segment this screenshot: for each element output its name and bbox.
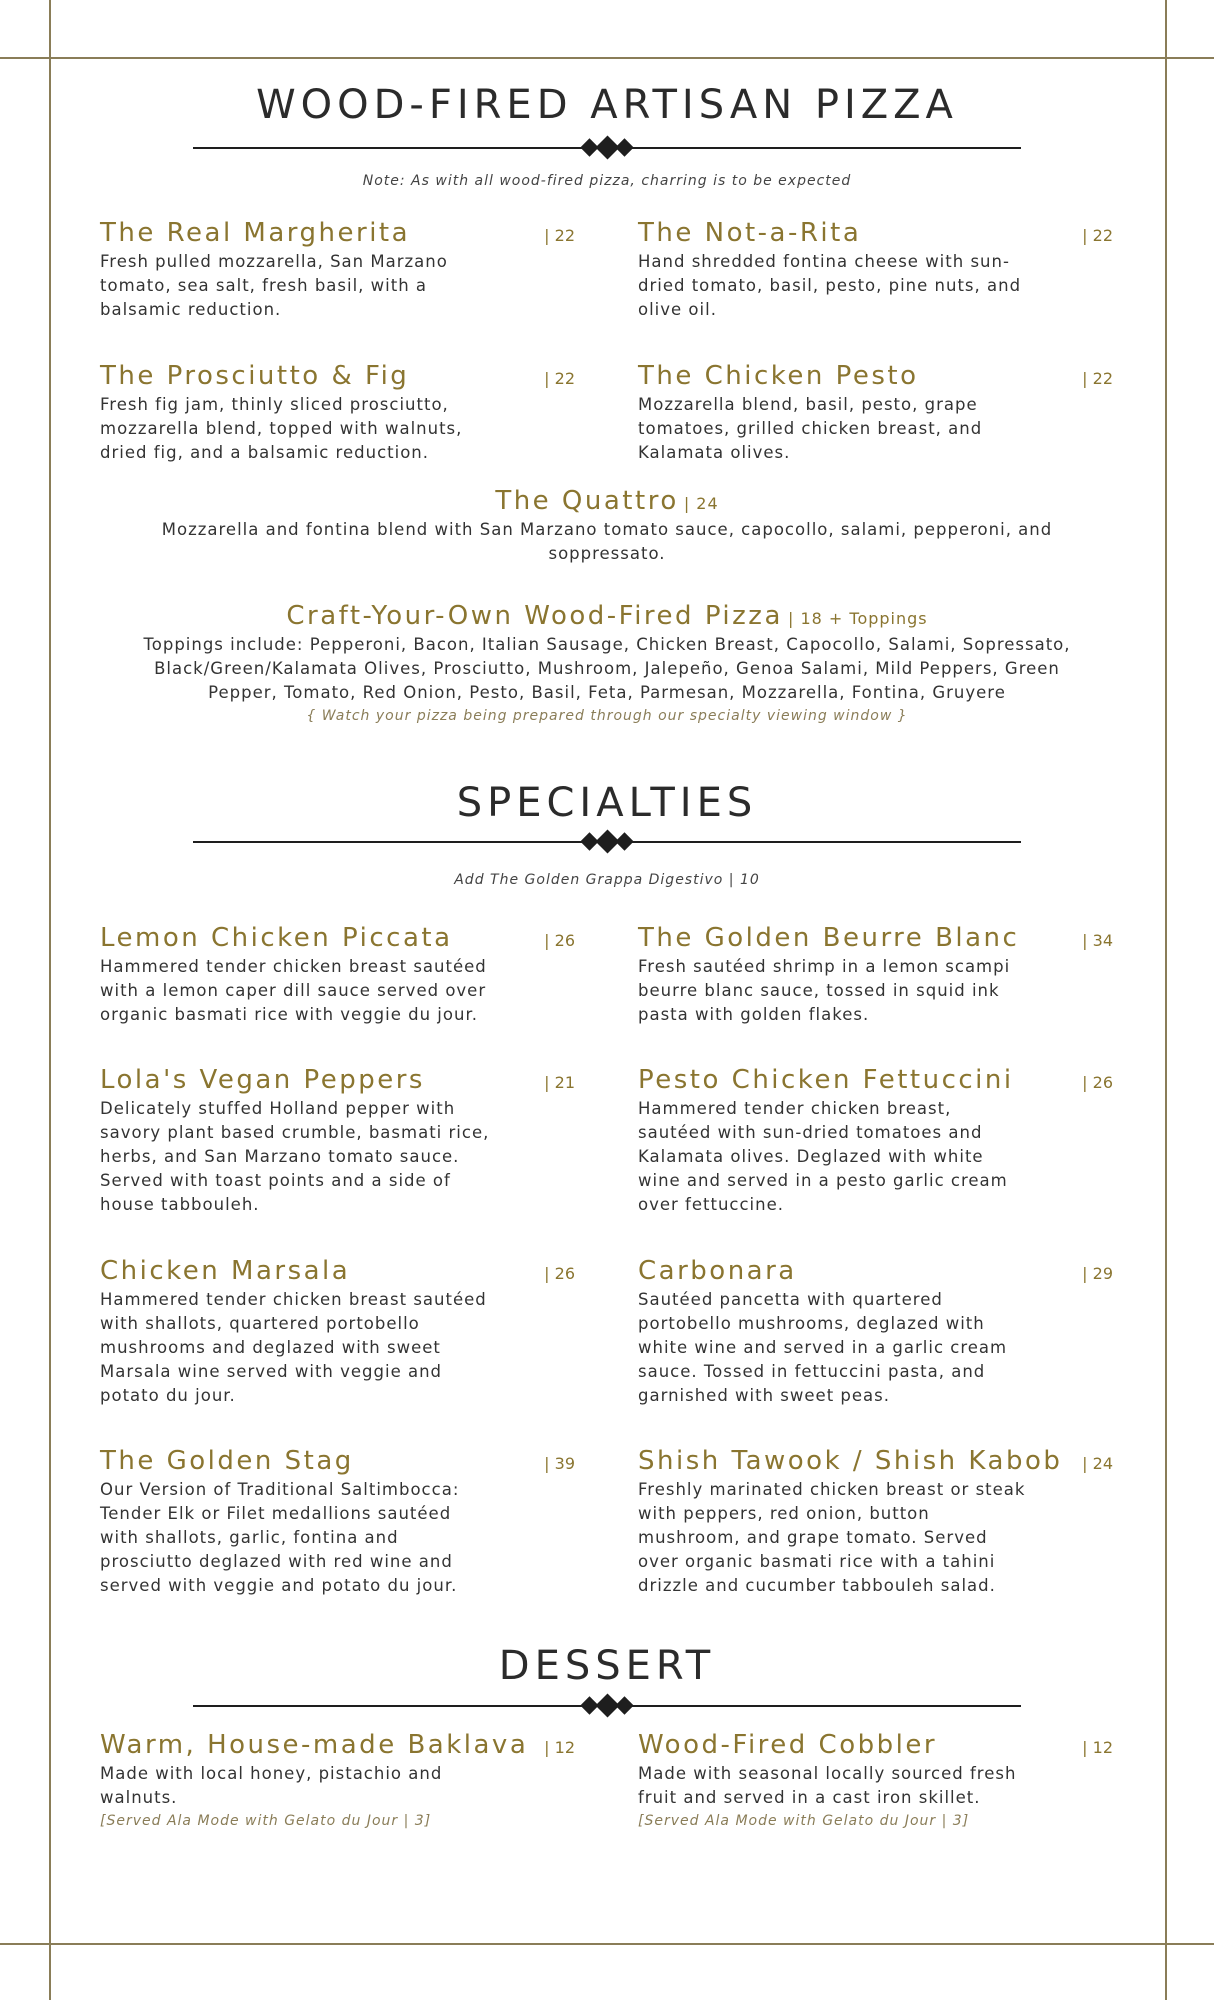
menu-item [638, 923, 1113, 1027]
item-description: Fresh sautéed shrimp in a lemon scampi beurre blanc sauce, tossed in squid ink pasta with golden flakes. [638, 957, 1011, 1024]
craft-your-own-item [130, 601, 1084, 727]
menu-item [638, 1730, 1113, 1832]
item-description: Delicately stuffed Holland pepper with savory plant based crumble, basmati rice, herbs, and San Marzano tomato sauce. Served with toast points and a side of house tabbouleh. [100, 1099, 490, 1214]
dessert-section-title: DESSERT [498, 1643, 716, 1689]
section-divider [193, 136, 1021, 160]
item-price: | 39 [544, 1454, 575, 1473]
toppings-list: Toppings include: Pepperoni, Bacon, Italian Sausage, Chicken Breast, Capocollo, Salami, Sopressato, Black/Green/Kalamata Olives, Prosciutto, Mushroom, Jalepeño, Genoa Salami, Mild Peppers, Green Pepper, Tomato, Red Onion, Pesto, Basil, Feta, Parmesan, Mozzarella, Fontina, Gruyere [143, 635, 1071, 702]
menu-item [638, 1446, 1113, 1598]
menu-item [100, 923, 575, 1027]
frame-line-bottom [0, 1943, 1214, 1945]
item-price: | 24 [683, 494, 719, 513]
section-divider [193, 830, 1021, 854]
item-name: The Golden Stag [100, 1446, 354, 1476]
menu-item [100, 361, 575, 465]
item-name: Shish Tawook / Shish Kabob [638, 1446, 1063, 1476]
item-name: Carbonara [638, 1256, 797, 1286]
item-price: | 26 [544, 931, 575, 950]
specialties-section-title: SPECIALTIES [456, 780, 758, 826]
item-name: The Golden Beurre Blanc [638, 923, 1020, 953]
item-description: Fresh pulled mozzarella, San Marzano tomato, sea salt, fresh basil, with a balsamic reduction. [100, 252, 448, 319]
item-name: The Not-a-Rita [638, 218, 862, 248]
item-price: | 22 [1082, 369, 1113, 388]
item-price: | 22 [544, 369, 575, 388]
item-description: Made with local honey, pistachio and walnuts. [100, 1764, 443, 1807]
item-name: The Quattro [495, 486, 679, 516]
frame-line-right [1165, 0, 1167, 2000]
item-name: The Prosciutto & Fig [100, 361, 410, 391]
item-name: Lemon Chicken Piccata [100, 923, 453, 953]
item-name: Craft-Your-Own Wood-Fired Pizza [286, 601, 783, 631]
item-description: Our Version of Traditional Saltimbocca: Tender Elk or Filet medallions sautéed with shallots, garlic, fontina and prosciutto deglazed with red wine and served with veggie and potato du jour. [100, 1480, 460, 1595]
item-price: | 18 + Toppings [787, 609, 928, 628]
item-name: Wood-Fired Cobbler [638, 1730, 938, 1760]
item-description: Fresh fig jam, thinly sliced prosciutto, mozzarella blend, topped with walnuts, dried fig, and a balsamic reduction. [100, 395, 463, 462]
menu-item [100, 1730, 575, 1832]
item-description: Hand shredded fontina cheese with sun-dried tomato, basil, pesto, pine nuts, and olive oil. [638, 252, 1022, 319]
item-price: | 22 [544, 226, 575, 245]
quattro-item [130, 486, 1084, 566]
item-name: Chicken Marsala [100, 1256, 351, 1286]
frame-line-left [49, 0, 51, 2000]
pizza-section-title: WOOD-FIRED ARTISAN PIZZA [256, 82, 958, 128]
item-description: Hammered tender chicken breast, sautéed with sun-dried tomatoes and Kalamata olives. Deglazed with white wine and served in a pesto garlic cream over fettuccine. [638, 1099, 1008, 1214]
ala-mode-note: [Served Ala Mode with Gelato du Jour | 3] [100, 1813, 432, 1829]
menu-item [100, 218, 575, 322]
item-name: Pesto Chicken Fettuccini [638, 1065, 1014, 1095]
item-name: The Chicken Pesto [638, 361, 919, 391]
menu-item [638, 361, 1113, 465]
specialties-note: Add The Golden Grappa Digestivo | 10 [454, 872, 760, 888]
frame-line-top [0, 57, 1214, 59]
item-price: | 34 [1082, 931, 1113, 950]
item-price: | 12 [1082, 1738, 1113, 1757]
menu-item [638, 1065, 1113, 1217]
viewing-window-note: { Watch your pizza being prepared through our specialty viewing window } [306, 708, 908, 724]
item-description: Mozzarella blend, basil, pesto, grape tomatoes, grilled chicken breast, and Kalamata olives. [638, 395, 983, 462]
item-description: Made with seasonal locally sourced fresh fruit and served in a cast iron skillet. [638, 1764, 1017, 1807]
menu-item [100, 1446, 575, 1598]
ala-mode-note: [Served Ala Mode with Gelato du Jour | 3] [638, 1813, 970, 1829]
item-price: | 22 [1082, 226, 1113, 245]
item-name: Lola's Vegan Peppers [100, 1065, 425, 1095]
item-name: The Real Margherita [100, 218, 411, 248]
item-price: | 29 [1082, 1264, 1113, 1283]
item-price: | 26 [1082, 1073, 1113, 1092]
item-name: Warm, House-made Baklava [100, 1730, 529, 1760]
item-description: Hammered tender chicken breast sautéed with shallots, quartered portobello mushrooms and deglazed with sweet Marsala wine served with veggie and potato du jour. [100, 1290, 487, 1405]
section-divider [193, 1694, 1021, 1718]
item-description: Sautéed pancetta with quartered portobello mushrooms, deglazed with white wine and served in a garlic cream sauce. Tossed in fettuccini pasta, and garnished with sweet peas. [638, 1290, 1008, 1405]
menu-item [638, 1256, 1113, 1408]
item-description: Hammered tender chicken breast sautéed with a lemon caper dill sauce served over organic basmati rice with veggie du jour. [100, 957, 487, 1024]
menu-item [100, 1065, 575, 1217]
item-price: | 24 [1082, 1454, 1113, 1473]
item-description: Mozzarella and fontina blend with San Marzano tomato sauce, capocollo, salami, pepperoni, and soppressato. [161, 520, 1053, 563]
menu-item [100, 1256, 575, 1408]
menu-item [638, 218, 1113, 322]
item-price: | 12 [544, 1738, 575, 1757]
item-price: | 21 [544, 1073, 575, 1092]
pizza-note: Note: As with all wood-fired pizza, charring is to be expected [362, 173, 852, 189]
item-price: | 26 [544, 1264, 575, 1283]
item-description: Freshly marinated chicken breast or steak with peppers, red onion, button mushroom, and grape tomato. Served over organic basmati rice with a tahini drizzle and cucumber tabbouleh salad. [638, 1480, 1026, 1595]
